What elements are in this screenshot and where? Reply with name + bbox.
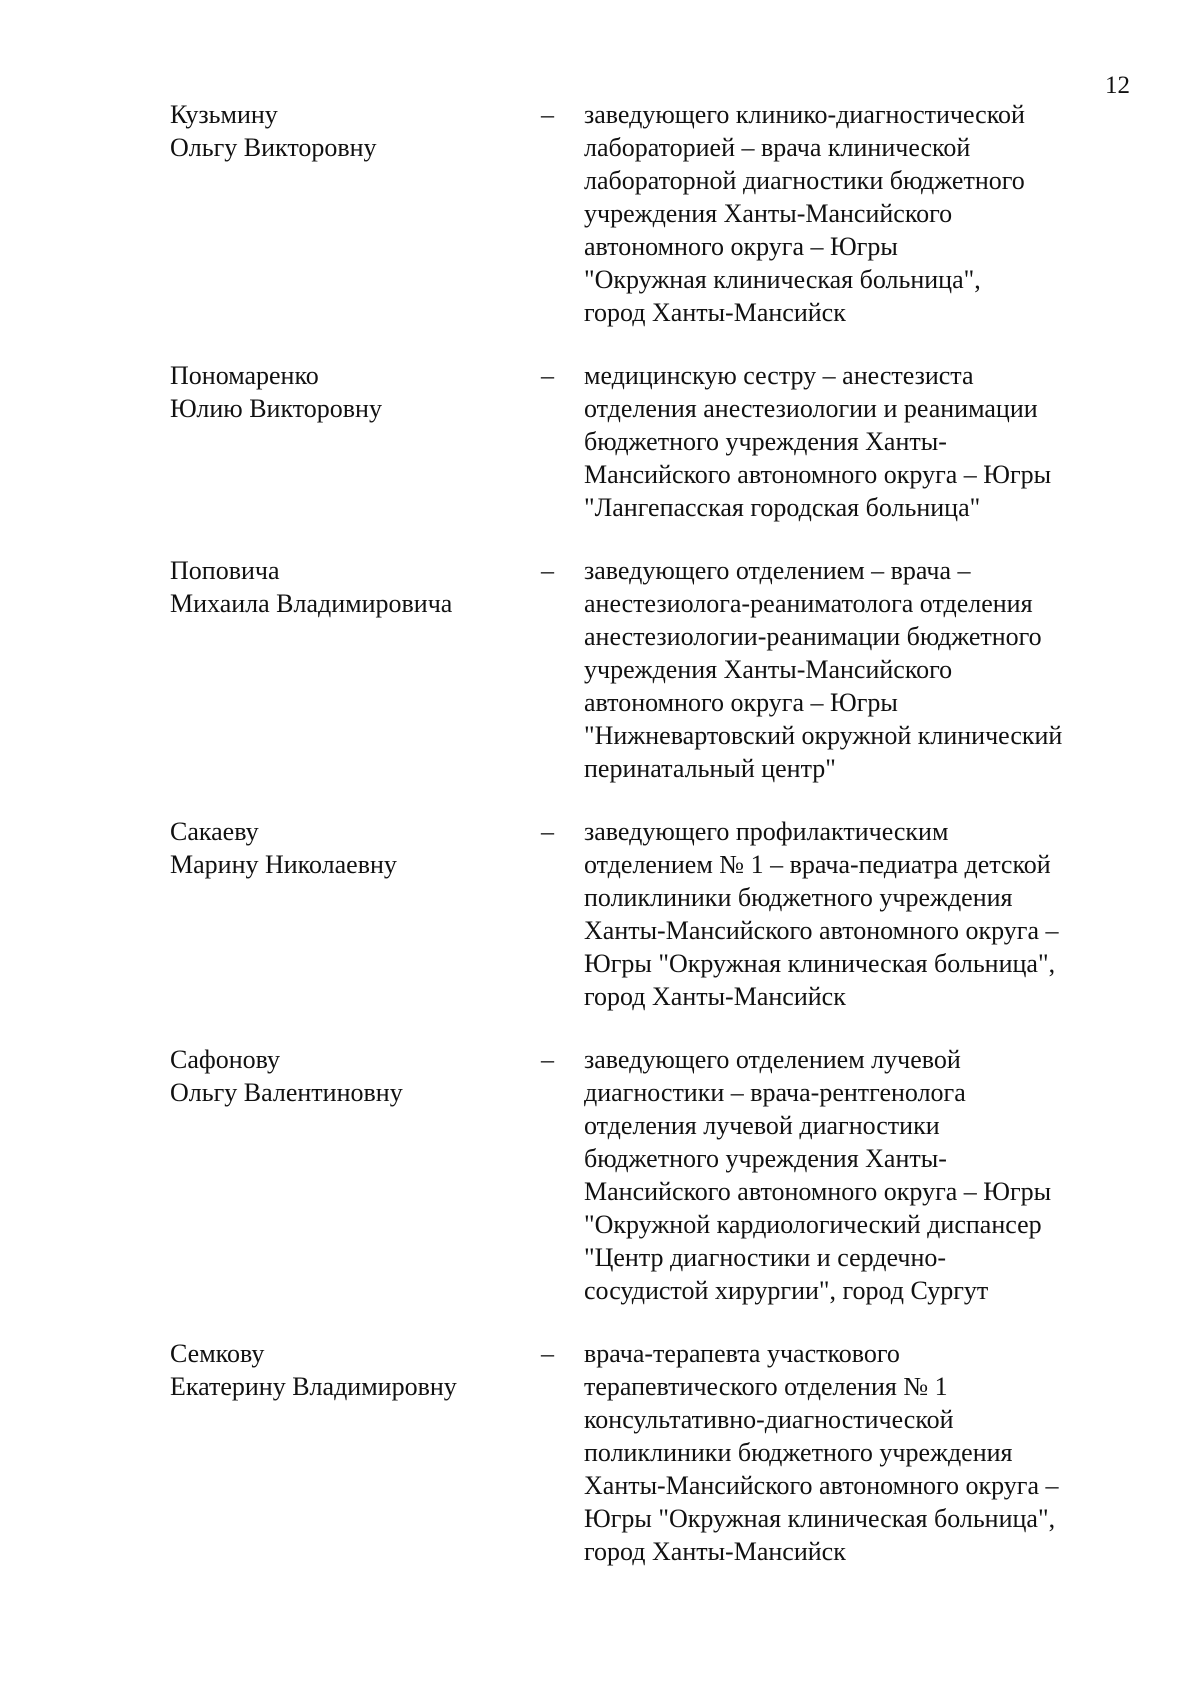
surname: Кузьмину bbox=[170, 100, 278, 129]
position-line: поликлиники бюджетного учреждения bbox=[584, 1438, 1013, 1467]
position-line: город Ханты-Мансийск bbox=[584, 298, 846, 327]
position-line: поликлиники бюджетного учреждения bbox=[584, 883, 1013, 912]
person-name bbox=[170, 554, 530, 620]
list-item bbox=[0, 554, 1200, 785]
given-names: Юлию Викторовну bbox=[170, 394, 382, 423]
position-line: "Окружной кардиологический диспансер bbox=[584, 1210, 1042, 1239]
surname: Семкову bbox=[170, 1339, 265, 1368]
position-description bbox=[584, 1337, 1124, 1568]
position-line: Мансийского автономного округа – Югры bbox=[584, 460, 1052, 489]
position-description bbox=[584, 815, 1124, 1013]
separator-dash: – bbox=[541, 1045, 554, 1074]
position-line: лабораторной диагностики бюджетного bbox=[584, 166, 1025, 195]
position-description bbox=[584, 554, 1124, 785]
position-line: лабораторией – врача клинической bbox=[584, 133, 971, 162]
position-line: "Нижневартовский окружной клинический bbox=[584, 721, 1063, 750]
position-line: город Ханты-Мансийск bbox=[584, 982, 846, 1011]
position-line: перинатальный центр" bbox=[584, 754, 836, 783]
list-item bbox=[0, 815, 1200, 1013]
separator-dash: – bbox=[541, 817, 554, 846]
position-line: "Центр диагностики и сердечно- bbox=[584, 1243, 947, 1272]
position-line: учреждения Ханты-Мансийского bbox=[584, 655, 953, 684]
position-line: заведующего профилактическим bbox=[584, 817, 949, 846]
position-line: консультативно-диагностической bbox=[584, 1405, 954, 1434]
surname: Поповича bbox=[170, 556, 280, 585]
person-name bbox=[170, 1043, 530, 1109]
position-line: терапевтического отделения № 1 bbox=[584, 1372, 948, 1401]
given-names: Ольгу Викторовну bbox=[170, 133, 377, 162]
position-line: город Ханты-Мансийск bbox=[584, 1537, 846, 1566]
position-line: анестезиолога-реаниматолога отделения bbox=[584, 589, 1033, 618]
appointment-list bbox=[0, 98, 1200, 1568]
position-line: автономного округа – Югры bbox=[584, 688, 898, 717]
position-line: медицинскую сестру – анестезиста bbox=[584, 361, 974, 390]
position-description bbox=[584, 1043, 1124, 1307]
position-line: заведующего клинико-диагностической bbox=[584, 100, 1025, 129]
position-line: заведующего отделением лучевой bbox=[584, 1045, 961, 1074]
person-name bbox=[170, 98, 530, 164]
position-line: сосудистой хирургии", город Сургут bbox=[584, 1276, 989, 1305]
separator-dash: – bbox=[541, 361, 554, 390]
position-line: Югры "Окружная клиническая больница", bbox=[584, 949, 1056, 978]
position-description bbox=[584, 359, 1124, 524]
position-line: автономного округа – Югры bbox=[584, 232, 898, 261]
position-line: бюджетного учреждения Ханты- bbox=[584, 427, 947, 456]
position-line: "Окружная клиническая больница", bbox=[584, 265, 981, 294]
position-description bbox=[584, 98, 1124, 329]
position-line: врача-терапевта участкового bbox=[584, 1339, 900, 1368]
person-name bbox=[170, 359, 530, 425]
position-line: Югры "Окружная клиническая больница", bbox=[584, 1504, 1056, 1533]
page-number: 12 bbox=[1105, 72, 1130, 99]
position-line: бюджетного учреждения Ханты- bbox=[584, 1144, 947, 1173]
list-item bbox=[0, 359, 1200, 524]
surname: Сакаеву bbox=[170, 817, 259, 846]
list-item bbox=[0, 1337, 1200, 1568]
position-line: Ханты-Мансийского автономного округа – bbox=[584, 916, 1059, 945]
list-item bbox=[0, 1043, 1200, 1307]
surname: Сафонову bbox=[170, 1045, 281, 1074]
position-line: диагностики – врача-рентгенолога bbox=[584, 1078, 966, 1107]
position-line: отделением № 1 – врача-педиатра детской bbox=[584, 850, 1051, 879]
person-name bbox=[170, 815, 530, 881]
position-line: заведующего отделением – врача – bbox=[584, 556, 971, 585]
given-names: Ольгу Валентиновну bbox=[170, 1078, 403, 1107]
position-line: отделения анестезиологии и реанимации bbox=[584, 394, 1038, 423]
position-line: Мансийского автономного округа – Югры bbox=[584, 1177, 1052, 1206]
given-names: Михаила Владимировича bbox=[170, 589, 453, 618]
given-names: Марину Николаевну bbox=[170, 850, 397, 879]
list-item bbox=[0, 98, 1200, 329]
separator-dash: – bbox=[541, 1339, 554, 1368]
given-names: Екатерину Владимировну bbox=[170, 1372, 457, 1401]
separator-dash: – bbox=[541, 100, 554, 129]
position-line: анестезиологии-реанимации бюджетного bbox=[584, 622, 1042, 651]
position-line: Ханты-Мансийского автономного округа – bbox=[584, 1471, 1059, 1500]
person-name bbox=[170, 1337, 530, 1403]
position-line: "Лангепасская городская больница" bbox=[584, 493, 981, 522]
surname: Пономаренко bbox=[170, 361, 319, 390]
position-line: отделения лучевой диагностики bbox=[584, 1111, 940, 1140]
position-line: учреждения Ханты-Мансийского bbox=[584, 199, 953, 228]
separator-dash: – bbox=[541, 556, 554, 585]
